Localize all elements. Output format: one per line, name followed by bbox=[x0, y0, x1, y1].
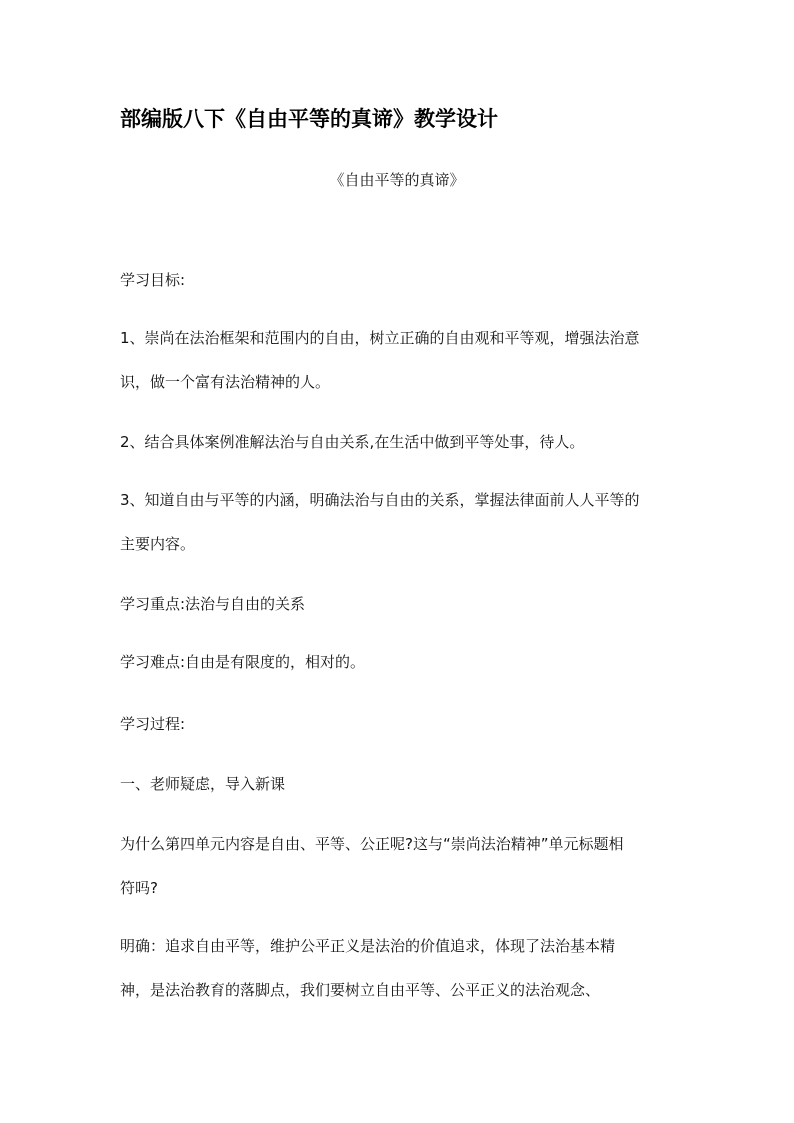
document-title: 部编版八下《自由平等的真谛》教学设计 bbox=[120, 107, 498, 131]
question-line-1: 为什么第四单元内容是自由、平等、公正呢?这与“崇尚法治精神”单元标题相 bbox=[120, 835, 624, 853]
objective-3-line-1: 3、知道自由与平等的内涵，明确法治与自由的关系，掌握法律面前人人平等的 bbox=[120, 491, 640, 509]
objective-1-line-1: 1、崇尚在法治框架和范围内的自由，树立正确的自由观和平等观，增强法治意 bbox=[120, 329, 640, 347]
objective-3-line-2: 主要内容。 bbox=[120, 535, 196, 553]
clarification-line-2: 神，是法治教育的落脚点，我们要树立自由平等、公平正义的法治观念、 bbox=[120, 981, 601, 999]
section-heading-process: 学习过程: bbox=[120, 715, 186, 733]
clarification-line-1: 明确：追求自由平等，维护公平正义是法治的价值追求，体现了法治基本精 bbox=[120, 937, 616, 955]
document-subtitle: 《自由平等的真谛》 bbox=[329, 171, 465, 189]
question-line-2: 符吗? bbox=[120, 879, 158, 897]
objective-1-line-2: 识，做一个富有法治精神的人。 bbox=[120, 373, 331, 391]
objective-2: 2、结合具体案例准解法治与自由关系,在生活中做到平等处事，待人。 bbox=[120, 433, 585, 451]
step-1-heading: 一、老师疑虑，导入新课 bbox=[120, 775, 286, 793]
difficult-point: 学习难点:自由是有限度的，相对的。 bbox=[120, 653, 366, 671]
key-point: 学习重点:法治与自由的关系 bbox=[120, 595, 306, 613]
section-heading-objectives: 学习目标: bbox=[120, 271, 186, 289]
